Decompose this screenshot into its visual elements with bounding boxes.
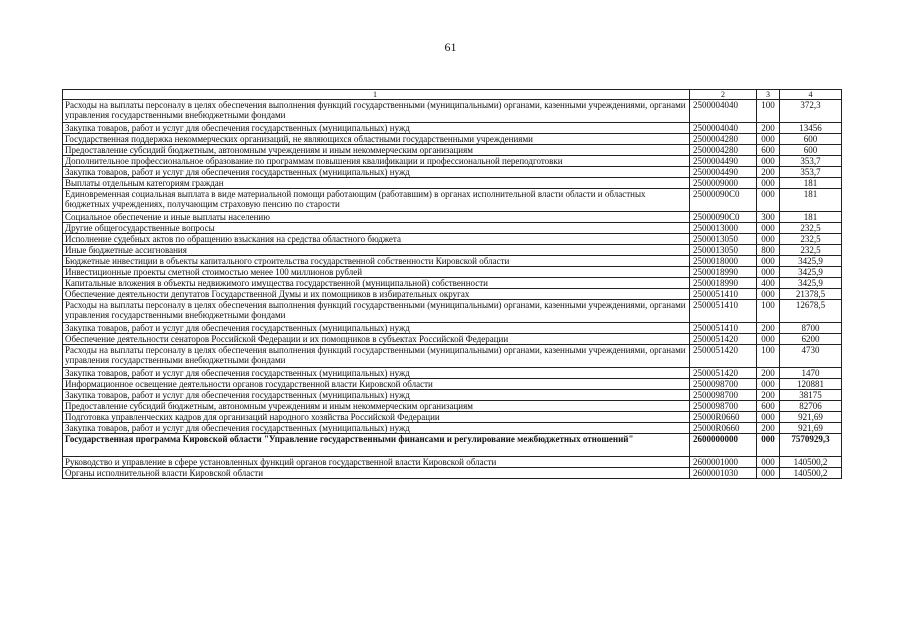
row-code-cell: 25000090С0 — [690, 212, 757, 223]
row-code-cell: 2500098700 — [690, 390, 757, 401]
row-name-cell: Обеспечение деятельности депутатов Государственной Думы и их помощников в избирательных округах — [63, 289, 690, 300]
table-row — [63, 401, 842, 412]
row-code-cell: 25000R0660 — [690, 423, 757, 434]
row-amount-cell: 232,5 — [780, 234, 842, 245]
table-row — [63, 278, 842, 289]
row-code-cell: 2500051410 — [690, 300, 757, 323]
row-amount-cell: 4730 — [780, 345, 842, 368]
row-code-cell: 2500013000 — [690, 223, 757, 234]
row-name-cell: Государственная программа Кировской области "Управление государственными финансами и регулирование межбюджетных отношений" — [63, 434, 690, 457]
table-row — [63, 457, 842, 468]
row-name-cell: Предоставление субсидий бюджетным, автономным учреждениям и иным некоммерческим организациям — [63, 145, 690, 156]
row-expense-type-cell: 000 — [757, 156, 780, 167]
table-row — [63, 368, 842, 379]
budget-table — [62, 89, 842, 479]
table-row — [63, 167, 842, 178]
row-expense-type-cell: 000 — [757, 334, 780, 345]
table-row — [63, 223, 842, 234]
row-name-cell: Подготовка управленческих кадров для организаций народного хозяйства Российской Федерации — [63, 412, 690, 423]
row-name-cell: Закупка товаров, работ и услуг для обеспечения государственных (муниципальных) нужд — [63, 167, 690, 178]
row-code-cell: 2600000000 — [690, 434, 757, 457]
row-name-cell: Выплаты отдельным категориям граждан — [63, 178, 690, 189]
row-code-cell: 2500051420 — [690, 334, 757, 345]
row-code-cell: 2600001030 — [690, 468, 757, 479]
row-name-cell: Капитальные вложения в объекты недвижимого имущества государственной (муниципальной) собственности — [63, 278, 690, 289]
row-expense-type-cell: 000 — [757, 412, 780, 423]
table-row — [63, 234, 842, 245]
row-code-cell: 2500004280 — [690, 145, 757, 156]
table-row — [63, 145, 842, 156]
row-name-cell: Исполнение судебных актов по обращению взыскания на средства областного бюджета — [63, 234, 690, 245]
row-amount-cell: 600 — [780, 134, 842, 145]
table-row — [63, 134, 842, 145]
table-row — [63, 323, 842, 334]
table-row — [63, 468, 842, 479]
row-expense-type-cell: 000 — [757, 256, 780, 267]
row-name-cell: Закупка товаров, работ и услуг для обеспечения государственных (муниципальных) нужд — [63, 390, 690, 401]
row-name-cell: Бюджетные инвестиции в объекты капитального строительства государственной собственности Кировской области — [63, 256, 690, 267]
row-amount-cell: 3425,9 — [780, 278, 842, 289]
row-amount-cell: 38175 — [780, 390, 842, 401]
row-amount-cell: 232,5 — [780, 223, 842, 234]
row-code-cell: 2500051420 — [690, 368, 757, 379]
row-amount-cell: 1470 — [780, 368, 842, 379]
row-expense-type-cell: 600 — [757, 145, 780, 156]
table-row — [63, 212, 842, 223]
row-expense-type-cell: 600 — [757, 401, 780, 412]
row-code-cell: 25000R0660 — [690, 412, 757, 423]
table-row — [63, 256, 842, 267]
row-amount-cell: 921,69 — [780, 412, 842, 423]
row-amount-cell: 7570929,3 — [780, 434, 842, 457]
table-row — [63, 334, 842, 345]
table-header-row — [63, 90, 842, 100]
row-name-cell: Закупка товаров, работ и услуг для обеспечения государственных (муниципальных) нужд — [63, 123, 690, 134]
table-row — [63, 123, 842, 134]
table-row — [63, 434, 842, 457]
row-name-cell: Государственная поддержка некоммерческих организаций, не являющихся областными государственными учреждениями — [63, 134, 690, 145]
row-name-cell: Социальное обеспечение и иные выплаты населению — [63, 212, 690, 223]
row-expense-type-cell: 200 — [757, 123, 780, 134]
row-code-cell: 2500004040 — [690, 100, 757, 123]
row-expense-type-cell: 000 — [757, 289, 780, 300]
table-row — [63, 156, 842, 167]
row-name-cell: Единовременная социальная выплата в виде материальной помощи работающим (работавшим) в органах исполнительной власти области и областных бюджетных учреждениях, получающим страховую пенсию по старости — [63, 189, 690, 212]
row-amount-cell: 6200 — [780, 334, 842, 345]
table-row — [63, 412, 842, 423]
column-header-3: 3 — [757, 90, 780, 100]
page-number: 61 — [444, 40, 457, 54]
row-name-cell: Другие общегосударственные вопросы — [63, 223, 690, 234]
row-amount-cell: 140500,2 — [780, 457, 842, 468]
row-amount-cell: 3425,9 — [780, 267, 842, 278]
table-row — [63, 423, 842, 434]
row-amount-cell: 12678,5 — [780, 300, 842, 323]
table-row — [63, 178, 842, 189]
row-name-cell: Руководство и управление в сфере установленных функций органов государственной власти Кировской области — [63, 457, 690, 468]
row-expense-type-cell: 000 — [757, 234, 780, 245]
row-expense-type-cell: 200 — [757, 368, 780, 379]
row-code-cell: 2500004280 — [690, 134, 757, 145]
row-amount-cell: 232,5 — [780, 245, 842, 256]
row-expense-type-cell: 000 — [757, 457, 780, 468]
row-amount-cell: 600 — [780, 145, 842, 156]
row-code-cell: 2500098700 — [690, 379, 757, 390]
table-row — [63, 390, 842, 401]
row-amount-cell: 921,69 — [780, 423, 842, 434]
row-name-cell: Инвестиционные проекты сметной стоимостью менее 100 миллионов рублей — [63, 267, 690, 278]
row-expense-type-cell: 200 — [757, 423, 780, 434]
row-name-cell: Закупка товаров, работ и услуг для обеспечения государственных (муниципальных) нужд — [63, 368, 690, 379]
table-row — [63, 300, 842, 323]
row-name-cell: Расходы на выплаты персоналу в целях обеспечения выполнения функций государственными (муниципальными) органами, казенными учреждениями, органами управления государственными внебюджетными фондами — [63, 100, 690, 123]
row-amount-cell: 13456 — [780, 123, 842, 134]
row-expense-type-cell: 000 — [757, 379, 780, 390]
row-amount-cell: 140500,2 — [780, 468, 842, 479]
table-row — [63, 289, 842, 300]
row-amount-cell: 3425,9 — [780, 256, 842, 267]
row-code-cell: 2500013050 — [690, 234, 757, 245]
row-code-cell: 2500051410 — [690, 323, 757, 334]
row-expense-type-cell: 200 — [757, 323, 780, 334]
row-expense-type-cell: 100 — [757, 345, 780, 368]
table-row — [63, 189, 842, 212]
column-header-4: 4 — [780, 90, 842, 100]
row-name-cell: Закупка товаров, работ и услуг для обеспечения государственных (муниципальных) нужд — [63, 423, 690, 434]
row-amount-cell: 120881 — [780, 379, 842, 390]
row-expense-type-cell: 200 — [757, 167, 780, 178]
row-code-cell: 2500051410 — [690, 289, 757, 300]
row-code-cell: 2500051420 — [690, 345, 757, 368]
row-expense-type-cell: 000 — [757, 468, 780, 479]
row-code-cell: 2500018990 — [690, 267, 757, 278]
row-expense-type-cell: 800 — [757, 245, 780, 256]
row-code-cell: 2500004490 — [690, 167, 757, 178]
row-name-cell: Органы исполнительной власти Кировской области — [63, 468, 690, 479]
row-code-cell: 2500013050 — [690, 245, 757, 256]
row-expense-type-cell: 000 — [757, 223, 780, 234]
row-code-cell: 25000090С0 — [690, 189, 757, 212]
row-expense-type-cell: 000 — [757, 134, 780, 145]
row-expense-type-cell: 300 — [757, 212, 780, 223]
row-expense-type-cell: 200 — [757, 390, 780, 401]
row-code-cell: 2500098700 — [690, 401, 757, 412]
table-body — [63, 100, 842, 479]
row-name-cell: Информационное освещение деятельности органов государственной власти Кировской области — [63, 379, 690, 390]
row-amount-cell: 181 — [780, 189, 842, 212]
row-amount-cell: 353,7 — [780, 167, 842, 178]
row-expense-type-cell: 000 — [757, 267, 780, 278]
row-code-cell: 2500009000 — [690, 178, 757, 189]
row-expense-type-cell: 000 — [757, 178, 780, 189]
row-amount-cell: 21378,5 — [780, 289, 842, 300]
row-name-cell: Закупка товаров, работ и услуг для обеспечения государственных (муниципальных) нужд — [63, 323, 690, 334]
row-code-cell: 2500018000 — [690, 256, 757, 267]
row-expense-type-cell: 400 — [757, 278, 780, 289]
row-name-cell: Обеспечение деятельности сенаторов Российской Федерации и их помощников в субъектах Российской Федерации — [63, 334, 690, 345]
row-amount-cell: 8700 — [780, 323, 842, 334]
table-row — [63, 100, 842, 123]
table-row — [63, 345, 842, 368]
row-amount-cell: 181 — [780, 178, 842, 189]
row-name-cell: Расходы на выплаты персоналу в целях обеспечения выполнения функций государственными (муниципальными) органами, казенными учреждениями, органами управления государственными внебюджетными фондами — [63, 345, 690, 368]
row-amount-cell: 82706 — [780, 401, 842, 412]
row-name-cell: Иные бюджетные ассигнования — [63, 245, 690, 256]
row-code-cell: 2600001000 — [690, 457, 757, 468]
row-expense-type-cell: 000 — [757, 434, 780, 457]
row-expense-type-cell: 100 — [757, 300, 780, 323]
column-header-1: 1 — [63, 90, 690, 100]
row-amount-cell: 372,3 — [780, 100, 842, 123]
row-code-cell: 2500018990 — [690, 278, 757, 289]
row-expense-type-cell: 100 — [757, 100, 780, 123]
row-name-cell: Расходы на выплаты персоналу в целях обеспечения выполнения функций государственными (муниципальными) органами, казенными учреждениями, органами управления государственными внебюджетными фондами — [63, 300, 690, 323]
row-code-cell: 2500004490 — [690, 156, 757, 167]
table-row — [63, 267, 842, 278]
row-amount-cell: 181 — [780, 212, 842, 223]
table-row — [63, 245, 842, 256]
row-amount-cell: 353,7 — [780, 156, 842, 167]
row-expense-type-cell: 000 — [757, 189, 780, 212]
row-name-cell: Дополнительное профессиональное образование по программам повышения квалификации и профессиональной переподготовки — [63, 156, 690, 167]
column-header-2: 2 — [690, 90, 757, 100]
row-name-cell: Предоставление субсидий бюджетным, автономным учреждениям и иным некоммерческим организациям — [63, 401, 690, 412]
row-code-cell: 2500004040 — [690, 123, 757, 134]
table-row — [63, 379, 842, 390]
